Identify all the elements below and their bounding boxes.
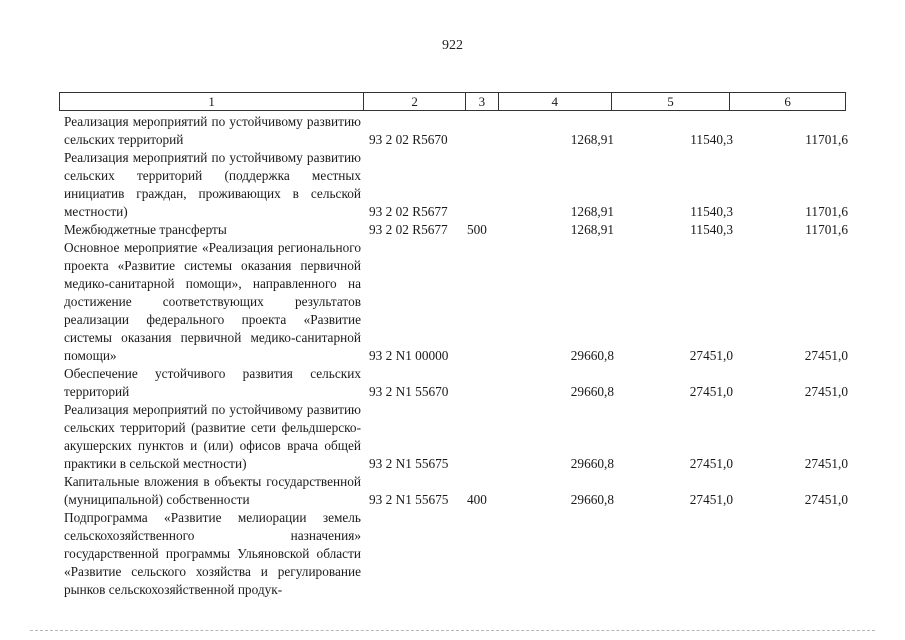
row-name: Обеспечение устойчивого развития сельских территорий <box>64 366 361 399</box>
scan-edge-line <box>30 630 875 632</box>
row-value-col5: 11540,3 <box>690 204 733 219</box>
table-row <box>64 473 854 509</box>
row-expense-type: 400 <box>467 492 487 507</box>
row-code: 93 2 02 R5677 <box>369 222 448 237</box>
row-value-col5: 11540,3 <box>690 132 733 147</box>
row-value-col6: 27451,0 <box>804 492 848 507</box>
header-col-2: 2 <box>364 93 466 110</box>
table-row <box>64 149 854 221</box>
row-value-col4: 29660,8 <box>570 348 614 363</box>
row-value-col4: 1268,91 <box>570 204 614 219</box>
header-col-6: 6 <box>784 94 791 109</box>
row-value-col6: 11701,6 <box>805 132 848 147</box>
row-value-col4: 29660,8 <box>570 492 614 507</box>
row-expense-type: 500 <box>467 222 487 237</box>
row-name: Реализация мероприятий по устойчивому развитию сельских территорий <box>64 114 361 147</box>
row-code: 93 2 02 R5670 <box>369 132 448 147</box>
header-col-5: 5 <box>612 93 731 110</box>
row-value-col6: 27451,0 <box>804 456 848 471</box>
row-code: 93 2 N1 55675 <box>369 492 449 507</box>
row-value-col6: 27451,0 <box>804 384 848 399</box>
header-col-1: 1 <box>60 93 364 110</box>
table-header <box>59 92 846 111</box>
table-row <box>64 239 854 365</box>
row-name: Реализация мероприятий по устойчивому развитию сельских территорий (поддержка местных инициатив граждан, проживающих в сельской местности) <box>64 150 361 219</box>
table-row <box>64 113 854 149</box>
row-value-col4: 29660,8 <box>570 384 614 399</box>
row-value-col6: 11701,6 <box>805 204 848 219</box>
table-body <box>64 113 854 599</box>
table-row <box>64 401 854 473</box>
table-row <box>64 221 854 239</box>
row-value-col4: 1268,91 <box>570 132 614 147</box>
row-value-col5: 27451,0 <box>689 384 733 399</box>
table-row <box>64 509 854 599</box>
row-name: Межбюджетные трансферты <box>64 222 227 237</box>
row-value-col6: 11701,6 <box>805 222 848 237</box>
row-value-col6: 27451,0 <box>804 348 848 363</box>
row-code: 93 2 02 R5677 <box>369 204 448 219</box>
header-col-4: 4 <box>499 93 612 110</box>
row-code: 93 2 N1 00000 <box>369 348 449 363</box>
table-row <box>64 365 854 401</box>
page-number: 922 <box>442 38 463 53</box>
row-value-col4: 29660,8 <box>570 456 614 471</box>
row-code: 93 2 N1 55670 <box>369 384 449 399</box>
row-name: Подпрограмма «Развитие мелиорации земель сельскохозяйственного назначения» государственной программы Ульяновской области «Развитие сельского хозяйства и регулирование рынков сельскохозяйственной продук- <box>64 510 361 597</box>
row-code: 93 2 N1 55675 <box>369 456 449 471</box>
row-value-col4: 1268,91 <box>570 222 614 237</box>
row-value-col5: 27451,0 <box>689 492 733 507</box>
row-value-col5: 27451,0 <box>689 456 733 471</box>
row-value-col5: 27451,0 <box>689 348 733 363</box>
row-name: Капитальные вложения в объекты государственной (муниципальной) собственности <box>64 474 361 507</box>
row-name: Реализация мероприятий по устойчивому развитию сельских территорий (развитие сети фельдшерско-акушерских пунктов и (или) офисов врача общей практики в сельской местности) <box>64 402 361 471</box>
row-value-col5: 11540,3 <box>690 222 733 237</box>
header-col-3: 3 <box>466 93 499 110</box>
row-name: Основное мероприятие «Реализация регионального проекта «Развитие системы оказания первичной медико-санитарной помощи», направленного на достижение соответствующих результатов реализации федерального проекта «Развитие системы оказания первичной медико-санитарной помощи» <box>64 240 361 363</box>
